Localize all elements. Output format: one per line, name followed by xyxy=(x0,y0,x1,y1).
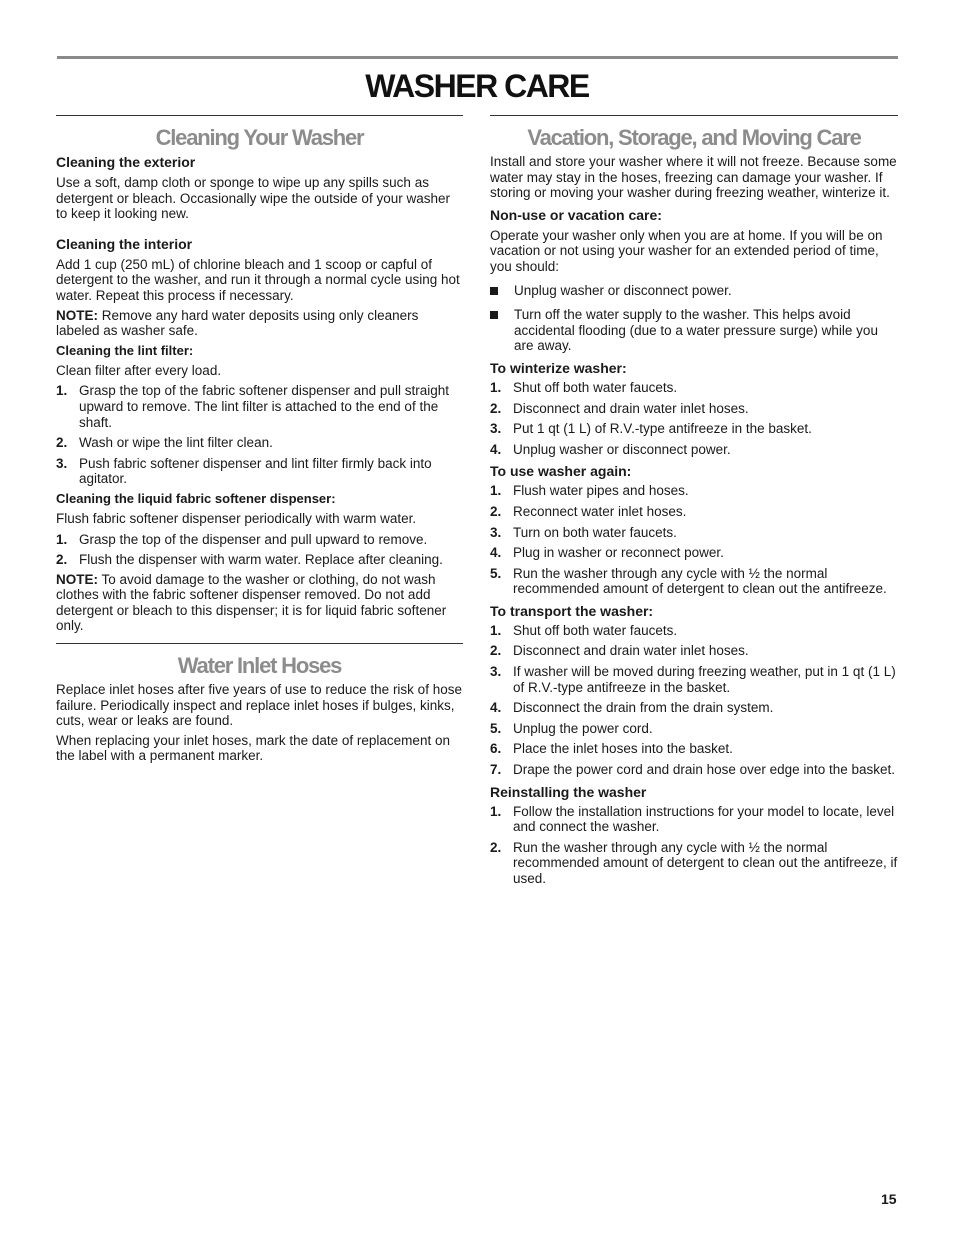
note-text: Remove any hard water deposits using only cleaners labeled as washer safe. xyxy=(56,307,419,339)
list-item xyxy=(490,664,898,695)
step-number: 3. xyxy=(56,455,68,471)
vacation-intro: Install and store your washer where it will not freeze. Because some water may stay in the hoses, freezing can damage your washer. If storing or moving your washer during freezing weather, winterize it. xyxy=(490,154,897,201)
nonuse-text: Operate your washer only when you are at home. If you will be on vacation or not using your washer for an extended period of time, you should: xyxy=(490,227,883,274)
bullet-text: Unplug washer or disconnect power. xyxy=(514,282,732,298)
section-rule xyxy=(56,115,463,116)
top-rule xyxy=(57,56,898,59)
step-text: Run the washer through any cycle with ½ the normal recommended amount of detergent to clean out the antifreeze, if used. xyxy=(513,839,898,886)
step-text: Drape the power cord and drain hose over edge into the basket. xyxy=(513,762,895,778)
dispenser-steps xyxy=(56,532,463,568)
page-number: 15 xyxy=(881,1191,897,1207)
step-text: Put 1 qt (1 L) of R.V.-type antifreeze in the basket. xyxy=(513,421,812,437)
step-text: Unplug washer or disconnect power. xyxy=(513,441,731,457)
hoses-section-title: Water Inlet Hoses xyxy=(177,653,342,679)
step-text: Shut off both water faucets. xyxy=(513,379,678,395)
transport-heading: To transport the washer: xyxy=(490,602,654,619)
transport-steps xyxy=(490,623,898,778)
hoses-text-2: When replacing your inlet hoses, mark the date of replacement on the label with a permanent marker. xyxy=(56,732,450,764)
step-number: 3. xyxy=(490,664,502,680)
step-text: Run the washer through any cycle with ½ the normal recommended amount of detergent to clean out the antifreeze. xyxy=(513,565,887,597)
list-item xyxy=(490,840,898,887)
list-item xyxy=(490,566,898,597)
winterize-heading: To winterize washer: xyxy=(490,359,627,376)
list-item xyxy=(490,504,898,520)
list-item xyxy=(490,721,898,737)
interior-heading: Cleaning the interior xyxy=(56,235,193,252)
step-text: Disconnect and drain water inlet hoses. xyxy=(513,643,749,659)
step-text: Flush water pipes and hoses. xyxy=(513,483,689,499)
interior-note xyxy=(56,308,463,339)
list-item xyxy=(56,383,463,430)
list-item xyxy=(490,401,898,417)
step-number: 1. xyxy=(490,622,502,638)
note-label: NOTE: xyxy=(56,571,98,587)
dispenser-text: Flush fabric softener dispenser periodically with warm water. xyxy=(56,510,417,526)
interior-text: Add 1 cup (250 mL) of chlorine bleach and 1 scoop or capful of detergent to the washer, and run it through a normal cycle using hot water. Repeat this process if necessary. xyxy=(56,256,460,303)
reinstall-steps xyxy=(490,804,898,887)
step-text: Grasp the top of the fabric softener dispenser and pull straight upward to remove. The lint filter is attached to the end of the shaft. xyxy=(79,383,449,430)
step-text: Follow the installation instructions for your model to locate, level and connect the washer. xyxy=(513,803,895,835)
step-number: 4. xyxy=(490,545,502,561)
vacation-section-title: Vacation, Storage, and Moving Care xyxy=(527,125,861,150)
winterize-steps xyxy=(490,380,898,457)
step-number: 1. xyxy=(56,383,68,399)
square-bullet-icon xyxy=(490,311,498,319)
list-item xyxy=(490,643,898,659)
step-number: 5. xyxy=(490,565,502,581)
step-number: 3. xyxy=(490,524,502,540)
step-text: Wash or wipe the lint filter clean. xyxy=(79,435,273,451)
useagain-heading: To use washer again: xyxy=(490,463,632,480)
nonuse-bullets xyxy=(490,283,898,354)
list-item xyxy=(56,435,463,451)
bullet-text: Turn off the water supply to the washer. This helps avoid accidental flooding (due to a water pressure surge) while you are away. xyxy=(514,307,878,354)
reinstall-heading: Reinstalling the washer xyxy=(490,783,647,800)
square-bullet-icon xyxy=(490,287,498,295)
step-number: 1. xyxy=(490,483,502,499)
step-text: Disconnect the drain from the drain system. xyxy=(513,700,774,716)
lint-heading: Cleaning the lint filter: xyxy=(56,342,194,358)
step-number: 2. xyxy=(490,839,502,855)
step-number: 6. xyxy=(490,741,502,757)
step-number: 4. xyxy=(490,700,502,716)
step-text: Shut off both water faucets. xyxy=(513,622,678,638)
step-number: 1. xyxy=(490,379,502,395)
list-item xyxy=(490,483,898,499)
exterior-heading: Cleaning the exterior xyxy=(56,154,196,170)
list-item xyxy=(490,307,898,354)
step-number: 2. xyxy=(56,552,68,568)
right-column xyxy=(490,115,898,887)
exterior-text: Use a soft, damp cloth or sponge to wipe up any spills such as detergent or bleach. Occasionally wipe the outside of your washer to keep it looking new. xyxy=(56,175,450,222)
lint-text: Clean filter after every load. xyxy=(56,362,222,378)
step-number: 5. xyxy=(490,720,502,736)
step-text: Turn on both water faucets. xyxy=(513,524,677,540)
left-column xyxy=(56,115,463,764)
lint-steps xyxy=(56,383,463,487)
list-item xyxy=(490,804,898,835)
list-item xyxy=(490,380,898,396)
note-text: To avoid damage to the washer or clothing, do not wash clothes with the fabric softener dispenser removed. Do not add detergent or bleach to this dispenser; it is for liquid fabric softener only. xyxy=(56,571,447,634)
dispenser-note xyxy=(56,572,463,634)
list-item xyxy=(490,421,898,437)
step-text: Push fabric softener dispenser and lint filter firmly back into agitator. xyxy=(79,455,432,487)
section-rule xyxy=(56,643,463,644)
list-item xyxy=(490,623,898,639)
note-label: NOTE: xyxy=(56,307,98,323)
nonuse-heading: Non-use or vacation care: xyxy=(490,206,662,223)
list-item xyxy=(56,552,463,568)
step-number: 4. xyxy=(490,441,502,457)
step-text: If washer will be moved during freezing weather, put in 1 qt (1 L) of R.V.-type antifreeze in the basket. xyxy=(513,664,896,695)
step-text: Disconnect and drain water inlet hoses. xyxy=(513,400,749,416)
page-title: WASHER CARE xyxy=(365,68,589,104)
step-number: 1. xyxy=(56,531,68,547)
list-item xyxy=(56,532,463,548)
step-text: Reconnect water inlet hoses. xyxy=(513,503,687,519)
list-item xyxy=(490,700,898,716)
step-number: 3. xyxy=(490,421,502,437)
step-number: 2. xyxy=(490,643,502,659)
list-item xyxy=(490,741,898,757)
step-number: 2. xyxy=(490,503,502,519)
step-text: Place the inlet hoses into the basket. xyxy=(513,741,733,757)
list-item xyxy=(490,545,898,561)
cleaning-section-title: Cleaning Your Washer xyxy=(155,125,364,150)
hoses-text: Replace inlet hoses after five years of use to reduce the risk of hose failure. Periodically inspect and replace inlet hoses if bulges, kinks, cuts, wear or leaks are found. xyxy=(56,682,462,729)
step-number: 2. xyxy=(490,400,502,416)
list-item xyxy=(490,283,898,299)
list-item xyxy=(490,762,898,778)
step-text: Grasp the top of the dispenser and pull upward to remove. xyxy=(79,531,428,547)
list-item xyxy=(490,442,898,458)
step-number: 2. xyxy=(56,435,68,451)
dispenser-heading: Cleaning the liquid fabric softener dispenser: xyxy=(56,490,336,506)
step-text: Flush the dispenser with warm water. Replace after cleaning. xyxy=(79,552,443,568)
list-item xyxy=(490,525,898,541)
section-rule xyxy=(490,115,898,116)
step-text: Plug in washer or reconnect power. xyxy=(513,545,724,561)
step-number: 7. xyxy=(490,762,502,778)
useagain-steps xyxy=(490,483,898,597)
step-number: 1. xyxy=(490,803,502,819)
step-text: Unplug the power cord. xyxy=(513,720,653,736)
list-item xyxy=(56,456,463,487)
